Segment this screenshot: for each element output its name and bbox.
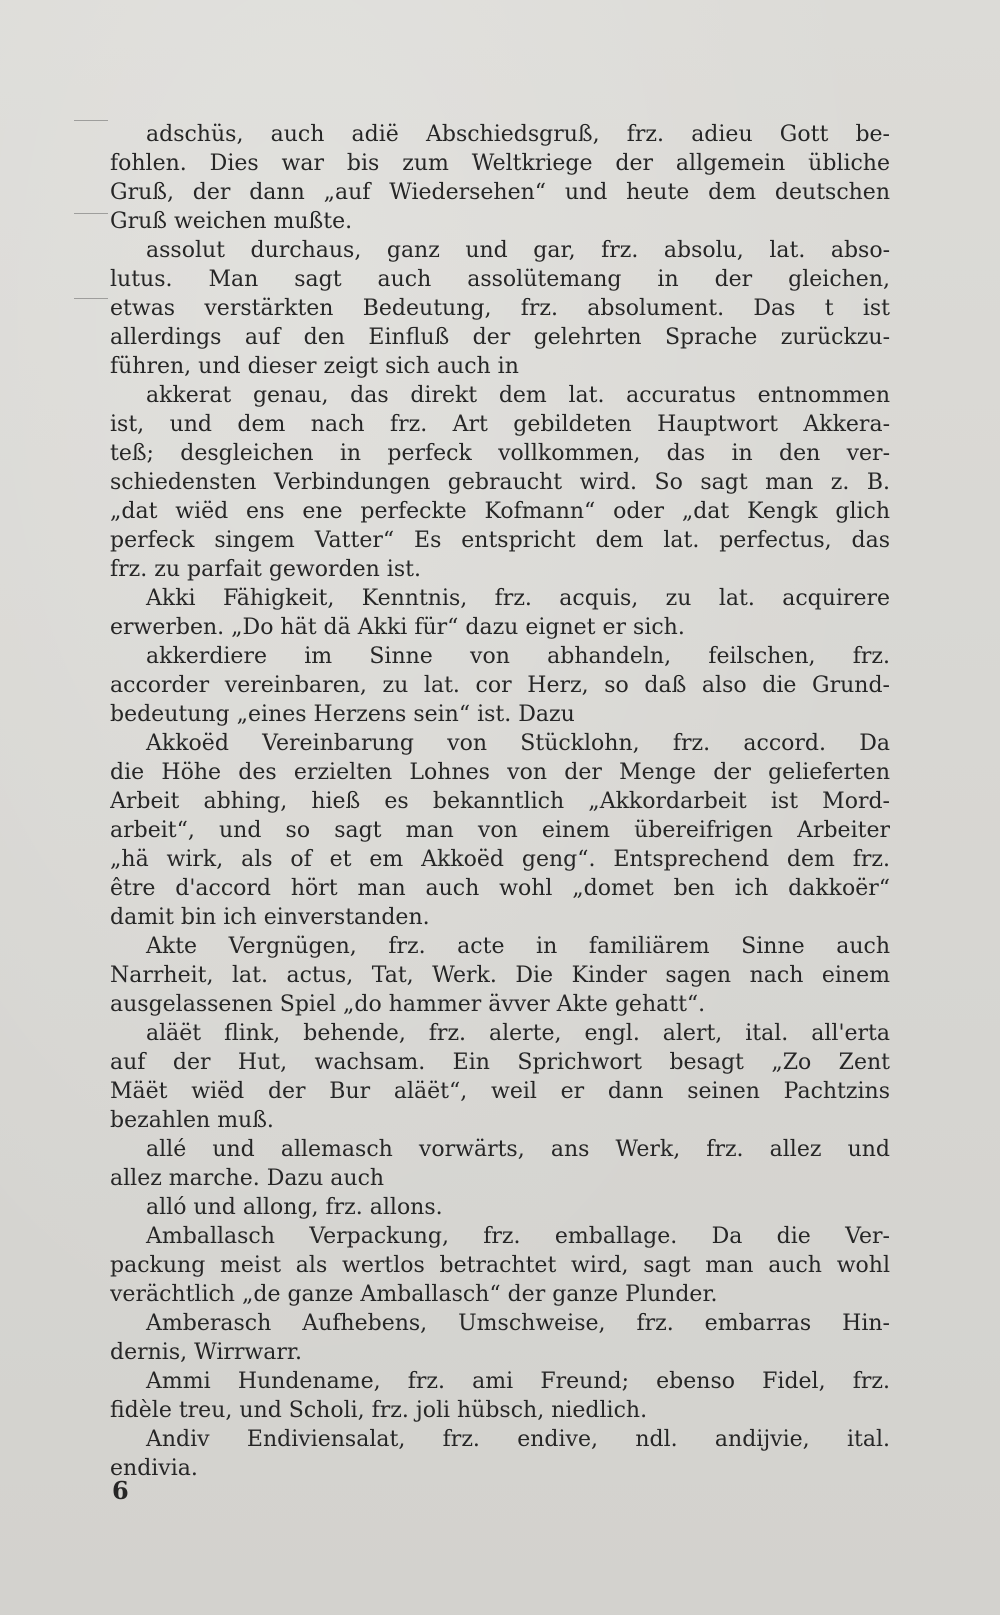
text-line: packung meist als wertlos betrachtet wird, sagt man auch wohl: [110, 1253, 890, 1278]
text-line: verächtlich „de ganze Amballasch“ der ganze Plunder.: [110, 1282, 718, 1307]
text-line: akkerdiere im Sinne von abhandeln, feilschen, frz.: [146, 644, 890, 669]
text-line: allé und allemasch vorwärts, ans Werk, frz. allez und: [146, 1137, 890, 1162]
text-line: erwerben. „Do hät dä Akki für“ dazu eignet er sich.: [110, 615, 685, 640]
text-line: Andiv Endiviensalat, frz. endive, ndl. andijvie, ital.: [146, 1427, 890, 1452]
text-line: accorder vereinbaren, zu lat. cor Herz, so daß also die Grund-: [110, 673, 890, 698]
text-line: „dat wiëd ens ene perfeckte Kofmann“ oder „dat Kengk glich: [110, 499, 890, 524]
text-line: etwas verstärkten Bedeutung, frz. absolument. Das t ist: [110, 296, 890, 321]
text-line: arbeit“, und so sagt man von einem übereifrigen Arbeiter: [110, 818, 890, 843]
text-line: Ammi Hundename, frz. ami Freund; ebenso Fidel, frz.: [146, 1369, 890, 1394]
text-line: endivia.: [110, 1456, 198, 1481]
text-line: Arbeit abhing, hieß es bekanntlich „Akkordarbeit ist Mord-: [110, 789, 890, 814]
text-line: teß; desgleichen in perfeck vollkommen, das in den ver-: [110, 441, 890, 466]
text-line: „hä wirk, als of et em Akkoëd geng“. Entsprechend dem frz.: [110, 847, 890, 872]
text-line: adschüs, auch adië Abschiedsgruß, frz. adieu Gott be-: [146, 122, 890, 147]
text-line: Amberasch Aufhebens, Umschweise, frz. embarras Hin-: [146, 1311, 890, 1336]
text-line: assolut durchaus, ganz und gar, frz. absolu, lat. abso-: [146, 238, 890, 263]
text-line: Mäët wiëd der Bur aläët“, weil er dann seinen Pachtzins: [110, 1079, 890, 1104]
text-line: Gruß weichen mußte.: [110, 209, 353, 234]
dictionary-text: [110, 120, 890, 1483]
text-line: ist, und dem nach frz. Art gebildeten Hauptwort Akkera-: [110, 412, 890, 437]
text-line: perfeck singem Vatter“ Es entspricht dem lat. perfectus, das: [110, 528, 890, 553]
text-line: alló und allong, frz. allons.: [146, 1195, 443, 1220]
text-line: lutus. Man sagt auch assolütemang in der gleichen,: [110, 267, 890, 292]
text-line: führen, und dieser zeigt sich auch in: [110, 354, 519, 379]
page-number: 6: [112, 1476, 129, 1505]
text-line: Akki Fähigkeit, Kenntnis, frz. acquis, zu lat. acquirere: [146, 586, 890, 611]
text-line: auf der Hut, wachsam. Ein Sprichwort besagt „Zo Zent: [110, 1050, 890, 1075]
margin-mark: [74, 120, 108, 121]
text-line: dernis, Wirrwarr.: [110, 1340, 302, 1365]
margin-mark: [74, 298, 108, 299]
text-line: Amballasch Verpackung, frz. emballage. Da die Ver-: [146, 1224, 890, 1249]
text-line: Narrheit, lat. actus, Tat, Werk. Die Kinder sagen nach einem: [110, 963, 890, 988]
text-line: allerdings auf den Einfluß der gelehrten Sprache zurückzu-: [110, 325, 890, 350]
text-line: ausgelassenen Spiel „do hammer ävver Akte gehatt“.: [110, 992, 706, 1017]
text-line: fohlen. Dies war bis zum Weltkriege der allgemein übliche: [110, 151, 890, 176]
text-line: schiedensten Verbindungen gebraucht wird. So sagt man z. B.: [110, 470, 890, 495]
text-line: akkerat genau, das direkt dem lat. accuratus entnommen: [146, 383, 890, 408]
text-line: bezahlen muß.: [110, 1108, 274, 1133]
text-line: damit bin ich einverstanden.: [110, 905, 430, 930]
text-line: Gruß, der dann „auf Wiedersehen“ und heute dem deutschen: [110, 180, 890, 205]
text-line: fidèle treu, und Scholi, frz. joli hübsch, niedlich.: [110, 1398, 648, 1423]
margin-mark: [74, 213, 108, 214]
text-line: allez marche. Dazu auch: [110, 1166, 385, 1191]
text-line: Akte Vergnügen, frz. acte in familiärem Sinne auch: [146, 934, 890, 959]
text-line: bedeutung „eines Herzens sein“ ist. Dazu: [110, 702, 575, 727]
text-line: die Höhe des erzielten Lohnes von der Menge der gelieferten: [110, 760, 890, 785]
text-line: frz. zu parfait geworden ist.: [110, 557, 421, 582]
text-line: aläët flink, behende, frz. alerte, engl. alert, ital. all'erta: [146, 1021, 890, 1046]
text-line: Akkoëd Vereinbarung von Stücklohn, frz. accord. Da: [146, 731, 890, 756]
text-line: être d'accord hört man auch wohl „domet ben ich dakkoër“: [110, 876, 890, 901]
